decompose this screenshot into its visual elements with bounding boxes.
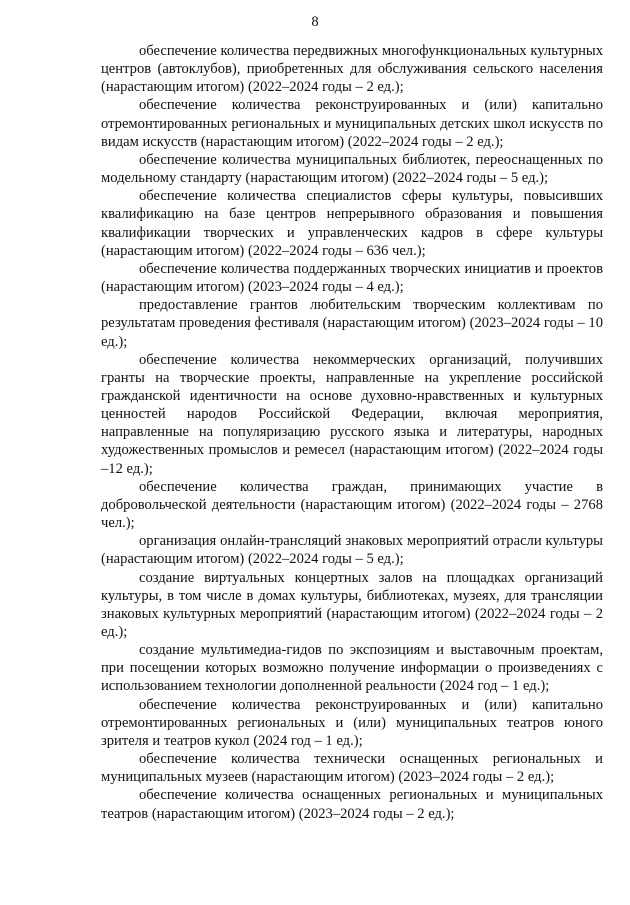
paragraph-creative-initiatives: обеспечение количества поддержанных творческих инициатив и проектов (нарастающим итогом) (2023–2024 годы – 4 ед.); — [101, 260, 603, 296]
paragraph-specialists-training: обеспечение количества специалистов сферы культуры, повысивших квалификацию на базе центров непрерывного образования и повышения квалификации творческих и управленческих кадров в сфере культуры (нарастающим итогом) (2022–2024 годы – 636 чел.); — [101, 188, 603, 259]
page-number: 8 — [311, 14, 319, 30]
paragraph-volunteers: обеспечение количества граждан, принимающих участие в добровольческой деятельности (нарастающим итогом) (2022–2024 годы – 2768 чел.); — [101, 478, 603, 532]
paragraph-multimedia-guides: создание мультимедиа-гидов по экспозициям и выставочным проектам, при посещении которых возможно получение информации о произведениях с использованием технологии дополненной реальности (2024 год – 1 ед.); — [101, 642, 603, 695]
document-body — [101, 42, 603, 823]
paragraph-virtual-concert-halls: создание виртуальных концертных залов на площадках организаций культуры, в том числе в домах культуры, библиотеках, музеях, для трансляции знаковых культурных мероприятий (нарастающим итогом) (2022–2024 годы – 2 ед.); — [101, 569, 603, 640]
paragraph-theatres-equipment: обеспечение количества оснащенных региональных и муниципальных театров (нарастающим итогом) (2023–2024 годы – 2 ед.); — [101, 787, 603, 822]
paragraph-art-schools: обеспечение количества реконструированных и (или) капитально отремонтированных региональных и муниципальных детских школ искусств по видам искусств (нарастающим итогом) (2022–2024 годы – 2 ед.); — [101, 97, 603, 150]
paragraph-amateur-grants: предоставление грантов любительским творческим коллективам по результатам проведения фестиваля (нарастающим итогом) (2023–2024 годы – 10 ед.); — [101, 297, 603, 350]
paragraph-online-broadcasts: организация онлайн-трансляций знаковых мероприятий отрасли культуры (нарастающим итогом) (2022–2024 годы – 5 ед.); — [101, 533, 603, 568]
paragraph-museums-equipment: обеспечение количества технически оснащенных региональных и муниципальных музеев (нарастающим итогом) (2023–2024 годы – 2 ед.); — [101, 751, 603, 786]
paragraph-nonprofit-grants: обеспечение количества некоммерческих организаций, получивших гранты на творческие проекты, направленные на укрепление российской гражданской идентичности на основе духовно-нравственных и культурных ценностей народов Российской Федерации, включая мероприятия, направленные на популяризацию русского языка и литературы, народных художественных промыслов и ремесел (нарастающим итогом) (2022–2024 годы –12 ед.); — [101, 351, 603, 477]
paragraph-mobile-cultural-centers: обеспечение количества передвижных многофункциональных культурных центров (автоклубов), приобретенных для обслуживания сельского населения (нарастающим итогом) (2022–2024 годы – 2 ед.); — [101, 43, 603, 96]
paragraph-libraries: обеспечение количества муниципальных библиотек, переоснащенных по модельному стандарту (нарастающим итогом) (2022–2024 годы – 5 ед.); — [101, 151, 603, 187]
paragraph-youth-puppet-theatres: обеспечение количества реконструированных и (или) капитально отремонтированных региональных и (или) муниципальных театров юного зрителя и театров кукол (2024 год – 1 ед.); — [101, 696, 603, 749]
